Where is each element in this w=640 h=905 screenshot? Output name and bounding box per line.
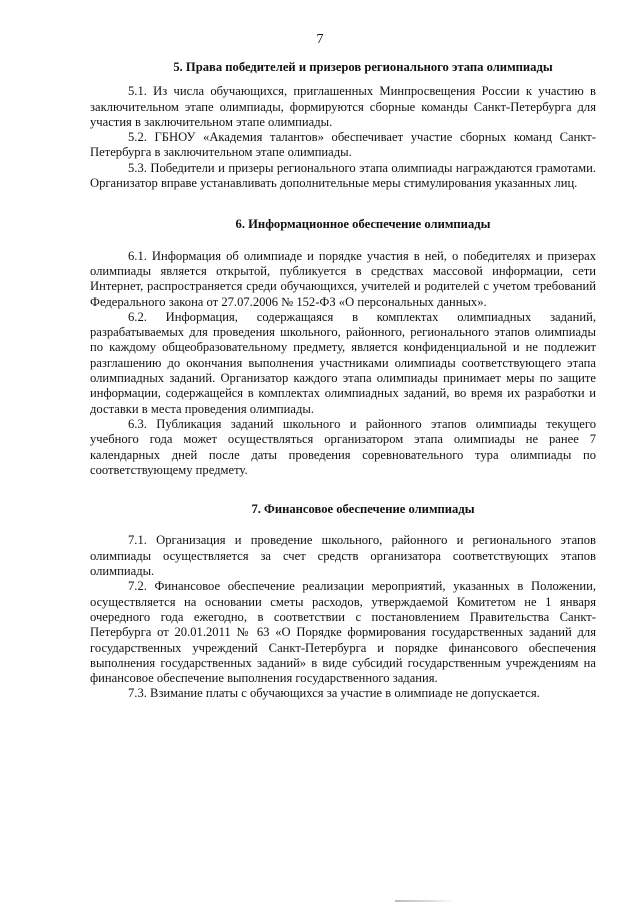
section-heading: 6. Информационное обеспечение олимпиады bbox=[235, 217, 491, 232]
page-number: 7 bbox=[316, 32, 324, 47]
paragraph-5-1: 5.1. Из числа обучающихся, приглашенных Минпросвещения России к участию в заключительном этапе олимпиады, формируются сборные команды Санкт-Петербурга для участия в заключительном этапе олимпиады. bbox=[90, 84, 596, 129]
section-7 bbox=[90, 502, 596, 702]
section-6 bbox=[90, 217, 596, 478]
section-5 bbox=[90, 60, 596, 191]
scan-artifact bbox=[395, 900, 455, 902]
paragraph-5-3: 5.3. Победители и призеры регионального этапа олимпиады награждаются грамотами. Организатор вправе устанавливать дополнительные меры стимулирования указанных лиц. bbox=[90, 160, 596, 191]
document-body bbox=[90, 60, 596, 702]
section-heading: 5. Права победителей и призеров регионального этапа олимпиады bbox=[173, 60, 553, 74]
paragraph-6-1: 6.1. Информация об олимпиаде и порядке участия в ней, о победителях и призерах олимпиады является открытой, публикуется в средствах массовой информации, сети Интернет, распространяется среди обучающихся, учителей и родителей с учетом требований Федерального закона от 27.07.2006 № 152-ФЗ «О персональных данных». bbox=[90, 248, 596, 309]
section-heading: 7. Финансовое обеспечение олимпиады bbox=[251, 502, 475, 517]
paragraph-7-1: 7.1. Организация и проведение школьного, районного и регионального этапов олимпиады осуществляется за счет средств организатора соответствующих этапов олимпиады. bbox=[90, 533, 596, 579]
paragraph-7-3: 7.3. Взимание платы с обучающихся за участие в олимпиаде не допускается. bbox=[128, 686, 540, 701]
paragraph-7-2: 7.2. Финансовое обеспечение реализации мероприятий, указанных в Положении, осуществляется на основании сметы расходов, утверждаемой Комитетом не 1 января очередного года ежегодно, в соответствии с постановлением Правительства Санкт-Петербурга от 20.01.2011 № 63 «О Порядке формирования государственных заданий для государственных учреждений Санкт-Петербурга и порядке финансового обеспечения выполнения государственных заданий» в виде субсидий государственным учреждениям на финансовое обеспечение выполнения государственного задания. bbox=[90, 579, 596, 686]
paragraph-5-2: 5.2. ГБНОУ «Академия талантов» обеспечивает участие сборных команд Санкт-Петербурга в заключительном этапе олимпиады. bbox=[90, 130, 596, 160]
paragraph-6-2: 6.2. Информация, содержащаяся в комплектах олимпиадных заданий, разрабатываемых для проведения школьного, районного, регионального этапов олимпиады по каждому общеобразовательному предмету, является конфиденциальной и не подлежит разглашению до окончания выполнения участниками олимпиады соответствующего этапа олимпиадных заданий. Организатор каждого этапа олимпиады принимает меры по защите информации, содержащейся в комплектах олимпиадных заданий, во время их разработки и доставки в места проведения олимпиады. bbox=[90, 309, 596, 416]
paragraph-6-3: 6.3. Публикация заданий школьного и районного этапов олимпиады текущего учебного года может осуществляться организатором этапа олимпиады не ранее 7 календарных дней после даты проведения соревновательного тура олимпиады по соответствующему предмету. bbox=[90, 416, 596, 477]
